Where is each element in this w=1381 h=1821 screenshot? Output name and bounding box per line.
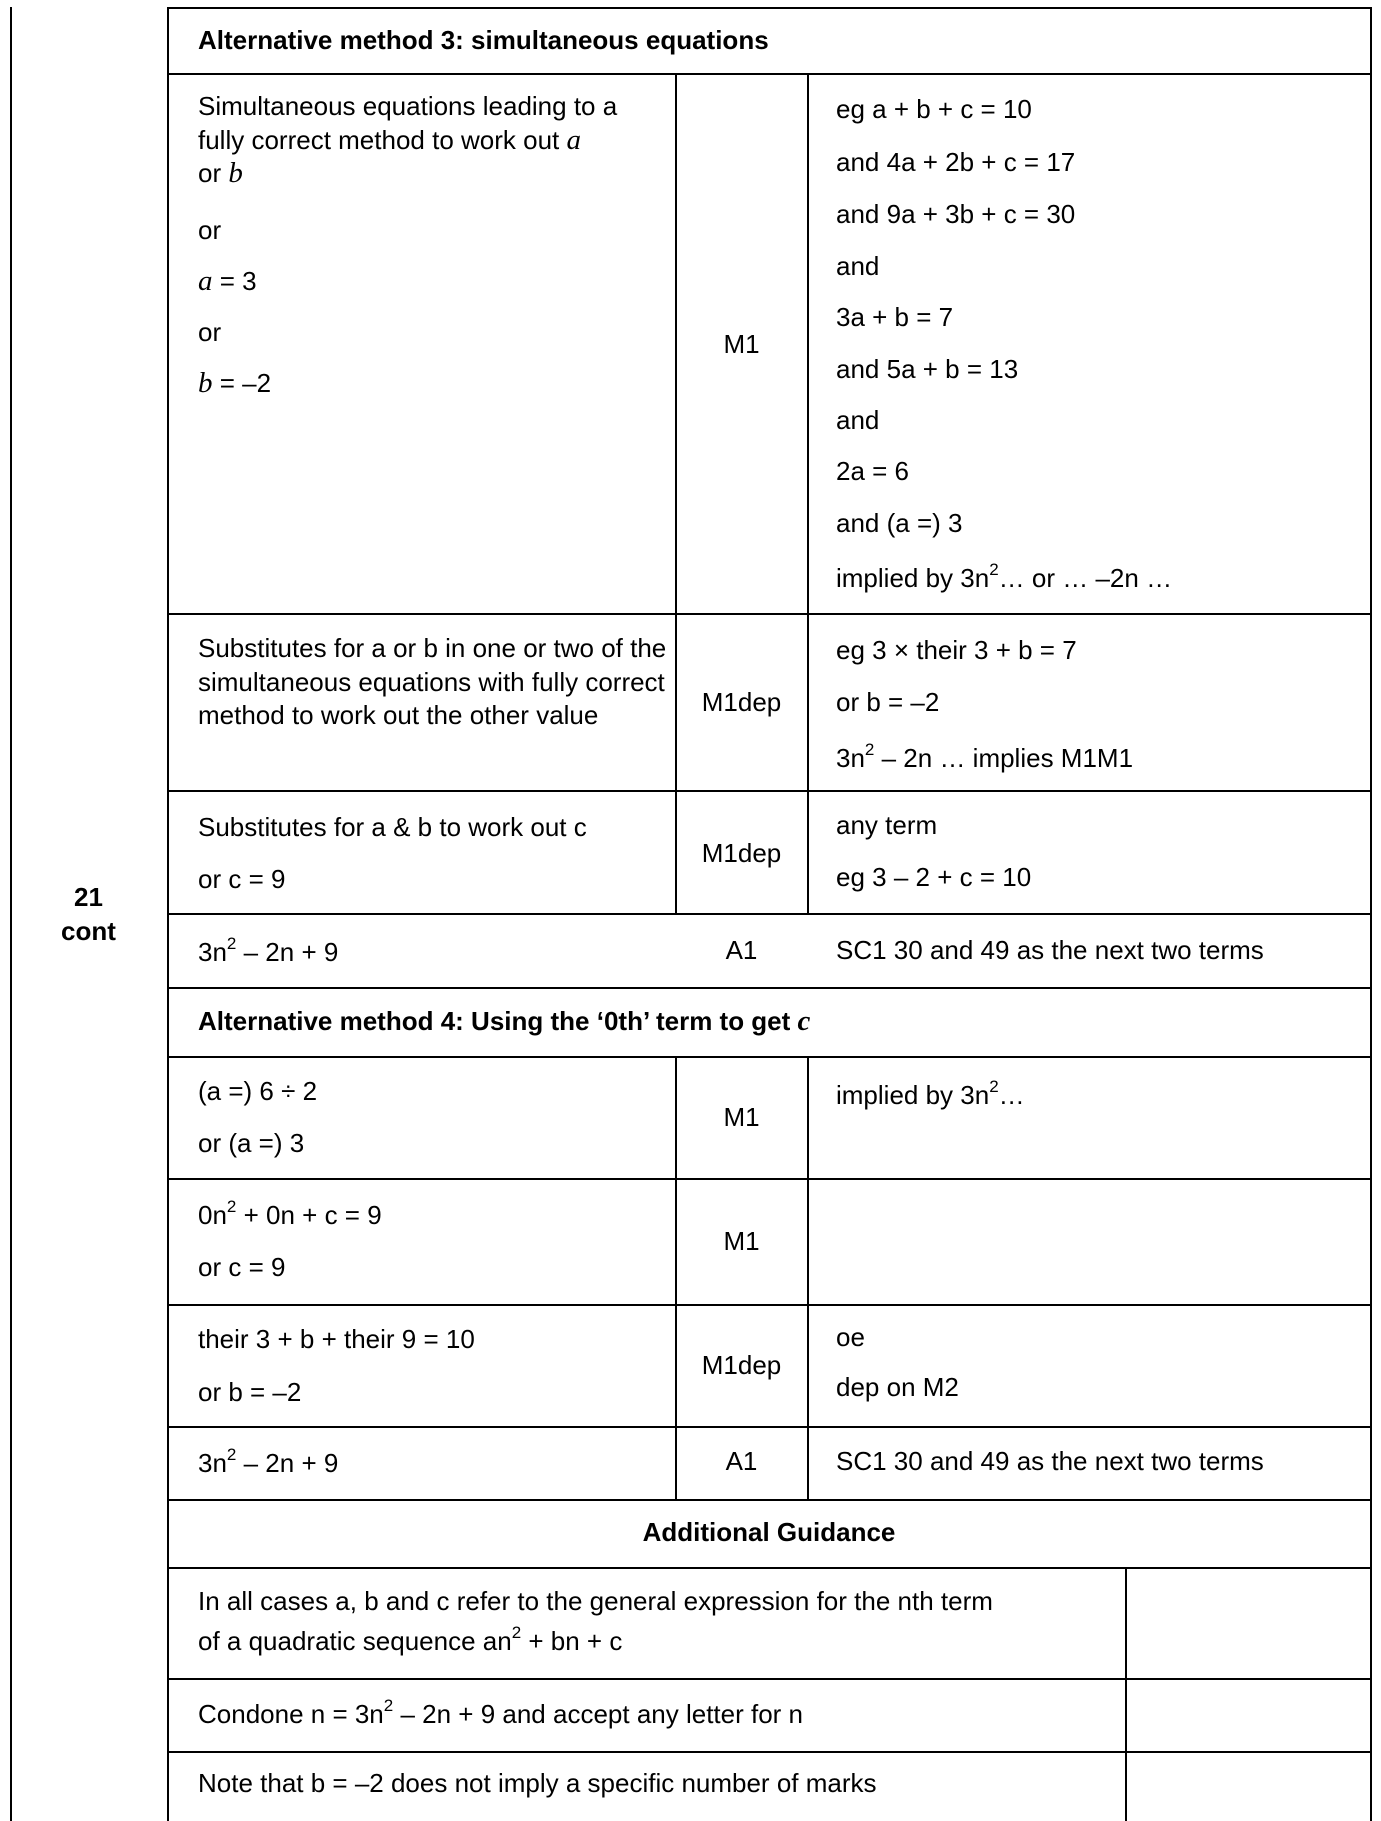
- alt4-row1-method-1: (a =) 6 ÷ 2: [198, 1076, 318, 1106]
- alt3-row1-guidance-2: and 4a + 2b + c = 17: [836, 147, 1076, 177]
- guidance-note-2: Condone $n = 3n^2 - 2n + 9$ and accept any letter for n: [198, 1696, 804, 1729]
- alt3-row1-guidance-10: implied by $3n^2\dots$ or … –2n …: [836, 560, 1173, 593]
- alt4-row3-guidance-2: dep on M2: [836, 1372, 959, 1402]
- alt4-row2-mark: M1: [723, 1226, 760, 1256]
- alt3-row4-mark: A1: [725, 935, 758, 965]
- alt3-row1-mark: M1: [723, 329, 760, 359]
- alt4-row4-guidance: SC1 30 and 49 as the next two terms: [836, 1446, 1264, 1476]
- alt3-row1-guidance-4: and: [836, 251, 880, 281]
- alt3-row3-method-2: or c = 9: [198, 864, 286, 894]
- alt4-row3-mark: M1dep: [701, 1350, 782, 1380]
- alt3-row1-or1: or: [198, 215, 222, 245]
- alt4-row2-method-2: or c = 9: [198, 1252, 286, 1282]
- alt3-row1-guidance-3: and 9a + 3b + c = 30: [836, 199, 1076, 229]
- alt3-row1-b-value: b = –2: [198, 367, 272, 399]
- alt3-row1-a-value: a = 3: [198, 265, 257, 297]
- alt3-row4-guidance: SC1 30 and 49 as the next two terms: [836, 935, 1264, 965]
- alt3-row3-method-1: Substitutes for a & b to work out c: [198, 812, 587, 842]
- alt4-row1-method-2: or (a =) 3: [198, 1128, 305, 1158]
- alt3-row3-guidance-1: any term: [836, 810, 938, 840]
- guidance-note-1-line-1: In all cases a, b and c refer to the general expression for the nth term: [198, 1586, 993, 1616]
- alt3-row1-guidance-1: eg a + b + c = 10: [836, 94, 1032, 124]
- alt3-row2-guidance-2: or b = –2: [836, 687, 940, 717]
- alt4-row3-method-1: their 3 + b + their 9 = 10: [198, 1324, 475, 1354]
- alt3-row1-guidance-7: and: [836, 405, 880, 435]
- additional-guidance-heading: Additional Guidance: [642, 1517, 896, 1547]
- guidance-note-1-line-2: of a quadratic sequence $an^2$ + bn + c: [198, 1623, 623, 1656]
- alt3-row2-mark: M1dep: [701, 687, 782, 717]
- alt4-row1-guidance: implied by $3n^2\dots$: [836, 1077, 1025, 1110]
- alt4-row2-method-1: $0n^2 + 0n + c = 9$: [198, 1197, 382, 1230]
- alt-method-4-heading: Alternative method 4: Using the ‘0th’ term to get c: [198, 1005, 811, 1037]
- guidance-note-3: Note that b = –2 does not imply a specific number of marks: [198, 1768, 877, 1798]
- alt3-row1-guidance-8: 2a = 6: [836, 456, 910, 486]
- alt3-row1-guidance-5: 3a + b = 7: [836, 302, 954, 332]
- alt-method-3-heading: Alternative method 3: simultaneous equations: [198, 25, 769, 55]
- alt4-row3-method-2: or b = –2: [198, 1377, 302, 1407]
- alt3-answer: $3n^2 - 2n + 9$: [198, 934, 339, 967]
- question-number: 21 cont: [61, 882, 116, 946]
- alt3-row3-mark: M1dep: [701, 838, 782, 868]
- alt3-row1-method: Simultaneous equations leading to a fully correct method to work out a or b: [198, 91, 618, 189]
- alt3-row1-or2: or: [198, 317, 222, 347]
- alt3-row1-guidance-6: and 5a + b = 13: [836, 354, 1019, 384]
- alt4-row1-mark: M1: [723, 1102, 760, 1132]
- alt3-row2-guidance-3: $3n^2 - 2n$ … implies M1M1: [836, 740, 1134, 773]
- alt3-row3-guidance-2: eg 3 – 2 + c = 10: [836, 862, 1032, 892]
- alt3-row1-guidance-9: and (a =) 3: [836, 508, 963, 538]
- alt4-row3-guidance-1: oe: [836, 1322, 865, 1352]
- alt3-row2-guidance-1: eg 3 × their 3 + b = 7: [836, 635, 1077, 665]
- alt4-answer: $3n^2 - 2n + 9$: [198, 1445, 339, 1478]
- alt3-row2-method: Substitutes for a or b in one or two of the simultaneous equations with fully correct method to work out the other value: [198, 633, 667, 730]
- alt4-row4-mark: A1: [725, 1446, 758, 1476]
